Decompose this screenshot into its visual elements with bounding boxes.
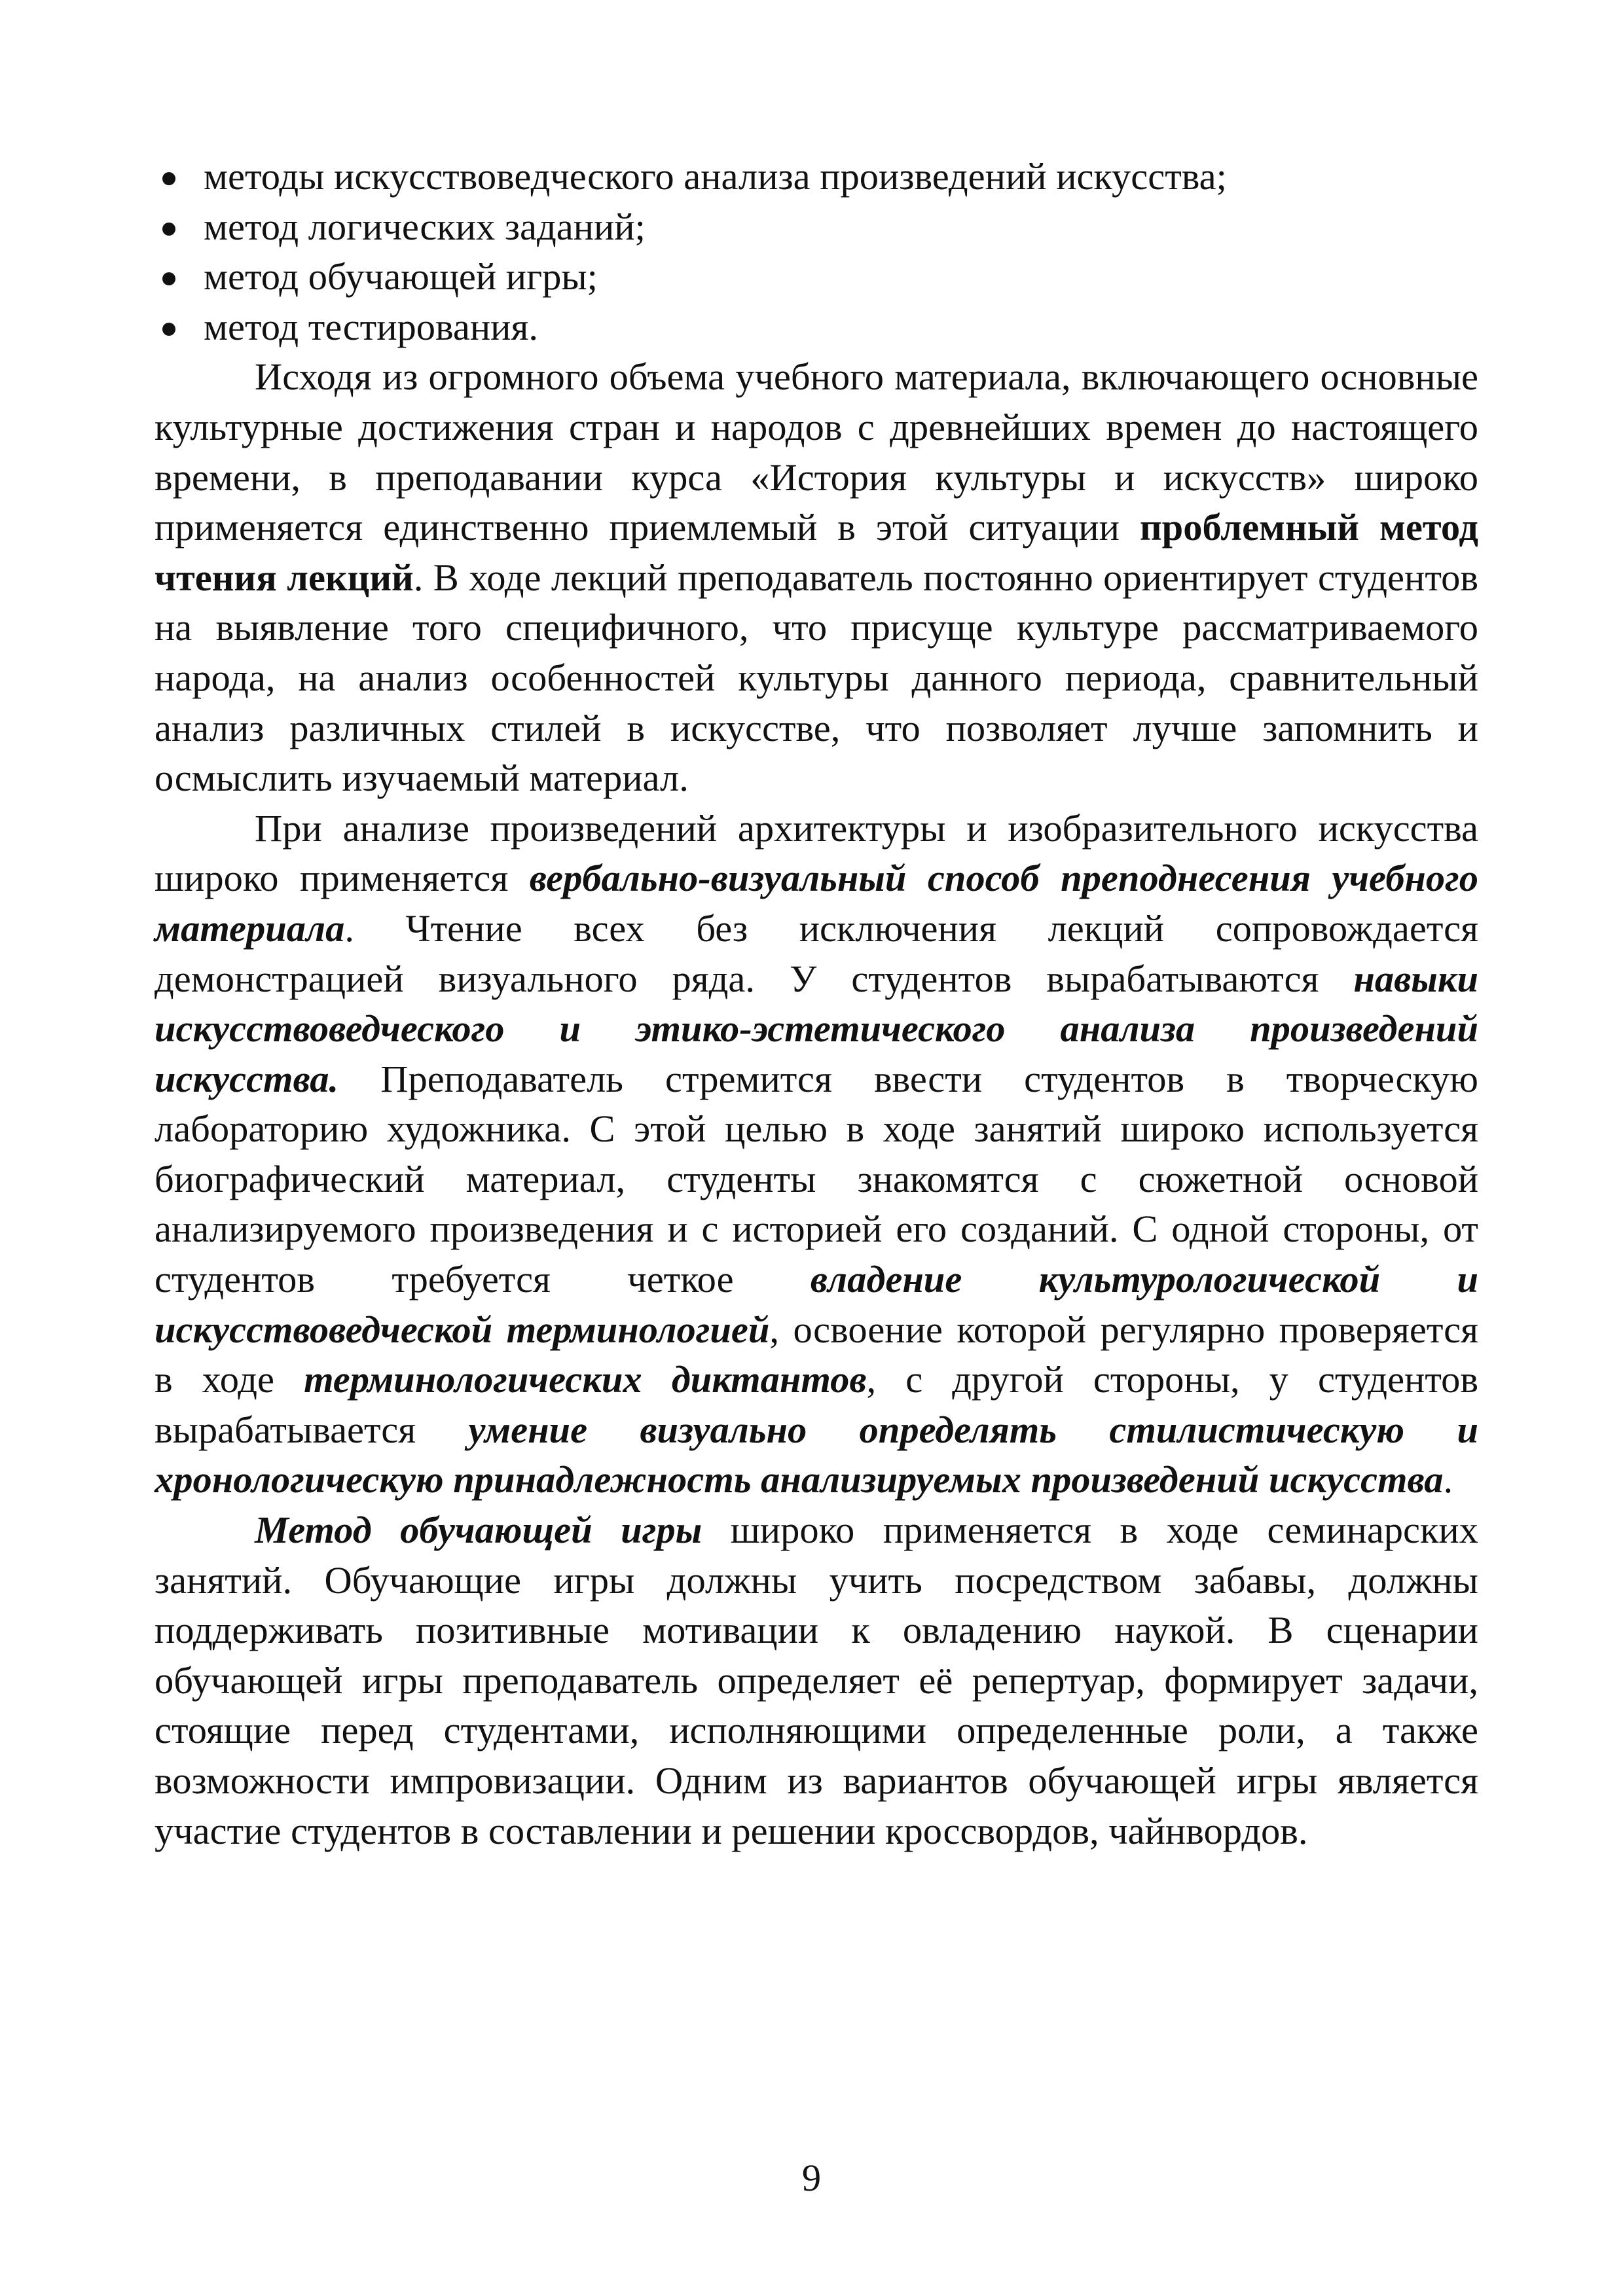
list-item [155, 202, 1478, 253]
list-item-text: метод тестирования. [204, 305, 539, 348]
bullet-icon [162, 323, 175, 336]
paragraph-text: . В ходе лекций преподаватель постоянно ориентирует студентов на выявление того специфичного, что присуще культуре рассматриваемого народа, на анализ особенностей культуры данного периода, сравнительный анализ различных стилей в искусстве, что позволяет лучше запомнить и осмыслить изучаемый материал. [155, 556, 1478, 800]
list-item-text: методы искусствоведческого анализа произведений искусства; [204, 155, 1227, 198]
body-text [155, 152, 1478, 1856]
paragraph-text: Исходя из огромного объема учебного материала, включающего основные культурные достижения стран и народов с древнейших времен до настоящего времени, в преподавании курса «История культуры и искусств» широко применяется единственно приемлемый в этой ситуации [155, 355, 1478, 549]
paragraph-text: , с другой стороны, у студентов вырабатывается [155, 1358, 1479, 1451]
paragraph-text: , освоение которой регулярно проверяется в ходе [155, 1308, 1478, 1401]
paragraph-lectures [155, 352, 1478, 803]
list-item [155, 252, 1478, 302]
paragraph-text: Преподаватель стремится ввести студентов в творческую лабораторию художника. С этой целью в ходе занятий широко используется биографический материал, студенты знакомятся с сюжетной основой анализируемого произведения и с историей его созданий. С одной стороны, от студентов требуется четкое [155, 1057, 1478, 1301]
bullet-icon [162, 172, 175, 185]
paragraph-text: . [1443, 1458, 1453, 1501]
list-item-text: метод обучающей игры; [204, 255, 598, 298]
emphasis-game-method: Метод обучающей игры [255, 1509, 702, 1552]
methods-list [155, 152, 1478, 352]
bold-term-problem-method: проблемный метод чтения лекций [155, 506, 1478, 599]
page-number: 9 [801, 2157, 822, 2199]
emphasis-dictations: терминологических диктантов [304, 1358, 867, 1401]
bullet-icon [162, 272, 175, 285]
paragraph-text: При анализе произведений архитектуры и изобразительного искусства широко применяется [155, 806, 1478, 900]
paragraph-game-method [155, 1505, 1478, 1856]
list-item [155, 302, 1478, 353]
paragraph-visual-method [155, 804, 1478, 1505]
paragraph-text: широко применяется в ходе семинарских занятий. Обучающие игры должны учить посредством забавы, должны поддерживать позитивные мотивации к овладению наукой. В сценарии обучающей игры преподаватель определяет её репертуар, формирует задачи, стоящие перед студентами, исполняющими определенные роли, а также возможности импровизации. Одним из вариантов обучающей игры является участие студентов в составлении и решении кроссвордов, чайнвордов. [155, 1509, 1478, 1852]
page-content [155, 152, 1478, 1856]
emphasis-terminology: владение культурологической и искусствоведческой терминологией [155, 1258, 1479, 1351]
emphasis-verbal-visual: вербально-визуальный способ преподнесения учебного материала [155, 857, 1478, 950]
bullet-icon [162, 223, 175, 236]
emphasis-visual-skill: умение визуально определять стилистическую и хронологическую принадлежность анализируемых произведений искусства [155, 1408, 1478, 1501]
emphasis-analysis-skills: навыки искусствоведческого и этико-эстетического анализа произведений искусства. [155, 957, 1478, 1100]
list-item-text: метод логических заданий; [204, 205, 646, 248]
list-item [155, 152, 1478, 202]
paragraph-text: . Чтение всех без исключения лекций сопровождается демонстрацией визуального ряда. У студентов вырабатываются [155, 906, 1478, 1000]
